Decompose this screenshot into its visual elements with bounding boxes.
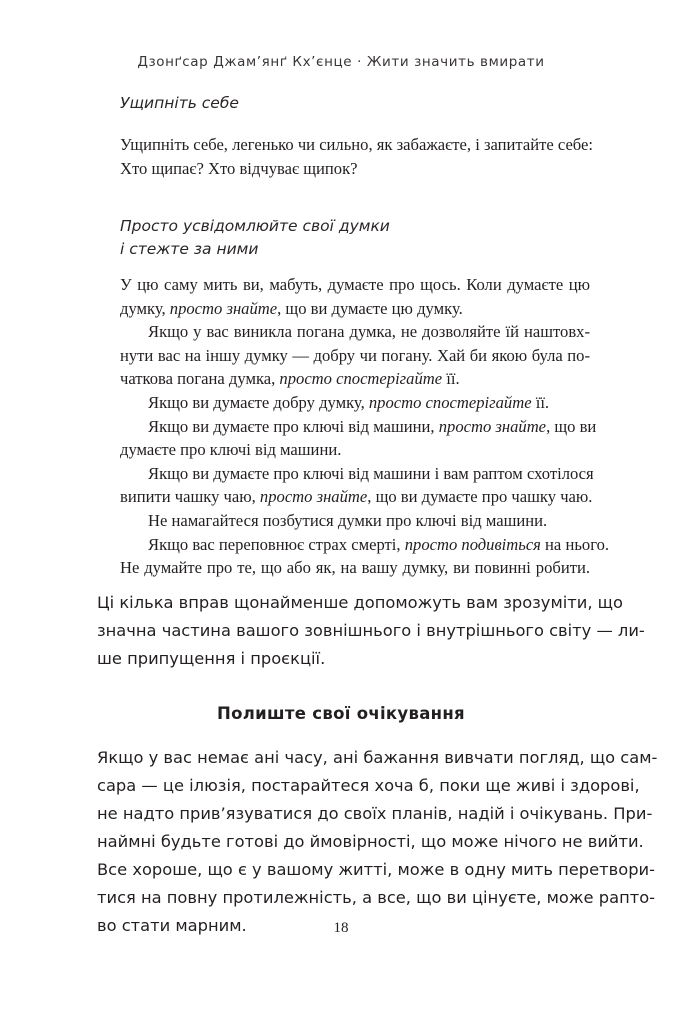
subheading-line: Ущипніть себе [120,94,239,112]
text-line: значна частина вашого зовнішнього і внутрішнього світу — ли- [97,621,645,640]
text-line: Ущипніть себе, легенько чи сильно, як забажаєте, і запитайте себе: [120,135,594,154]
exercise-thoughts-text [120,273,610,580]
text-line: во стати марним. [97,916,247,935]
text-line: наймні будьте готові до ймовірності, що може нічого не вийти. [97,832,644,851]
text-line: Якщо ви думаєте про ключі від машини і вам раптом схотілося [148,463,594,483]
text-line: Якщо ви думаєте добру думку, просто спостерігайте її. [148,392,550,412]
text-line: Якщо у вас немає ані часу, ані бажання вивчати погляд, що сам- [97,748,658,767]
exercise-title-pinch [120,92,590,115]
text-line: думаєте про ключі від машини. [120,440,342,460]
text-line: Все хороше, що є у вашому житті, може в одну мить перетвори- [97,860,655,879]
text-line: Якщо у вас виникла погана думка, не дозволяйте їй наштовх- [148,322,590,342]
text-line: не надто прив’язуватися до своїх планів, надій і очікувань. При- [97,804,653,823]
section-heading: Полиште свої очікування [217,704,465,723]
text-line: випити чашку чаю, просто знайте, що ви думаєте про чашку чаю. [120,487,593,507]
exercise-pinch-text [120,133,594,180]
page-number: 18 [333,920,349,936]
text-line: Не думайте про те, що або як, на вашу думку, ви повинні робити. [120,558,590,578]
text-line: чаткова погана думка, просто спостерігайте її. [120,369,460,389]
text-line: ше припущення і проєкції. [97,649,326,668]
paragraph-exercises-summary [97,589,645,673]
text-line: Не намагайтеся позбутися думки про ключі від машини. [148,510,548,530]
subheading-line: і стежте за ними [120,240,259,258]
text-line: Якщо ви думаєте про ключі від машини, просто знайте, що ви [148,416,597,436]
text-line: сара — це ілюзія, постарайтеся хоча б, поки ще живі і здорові, [97,776,640,795]
text-line: Якщо вас переповнює страх смерті, просто подивіться на нього. [148,534,610,554]
paragraph-expectations [97,744,658,940]
text-line: У цю саму мить ви, мабуть, думаєте про щось. Коли думаєте цю [120,275,590,294]
text-line: нути вас на іншу думку — добру чи погану. Хай би якою була по- [120,345,590,365]
subheading-line: Просто усвідомлюйте свої думки [120,217,390,235]
text-line: думку, просто знайте, що ви думаєте цю думку. [120,298,463,318]
text-line: Ці кілька вправ щонайменше допоможуть вам зрозуміти, що [97,593,623,612]
text-line: Хто щипає? Хто відчуває щипок? [120,158,358,178]
exercise-title-thoughts [120,215,590,261]
text-line: тися на повну протилежність, а все, що ви цінуєте, може рапто- [97,888,656,907]
running-head: Дзонґсар Джам’янґ Кх’єнце · Жити значить вмирати [137,54,545,70]
